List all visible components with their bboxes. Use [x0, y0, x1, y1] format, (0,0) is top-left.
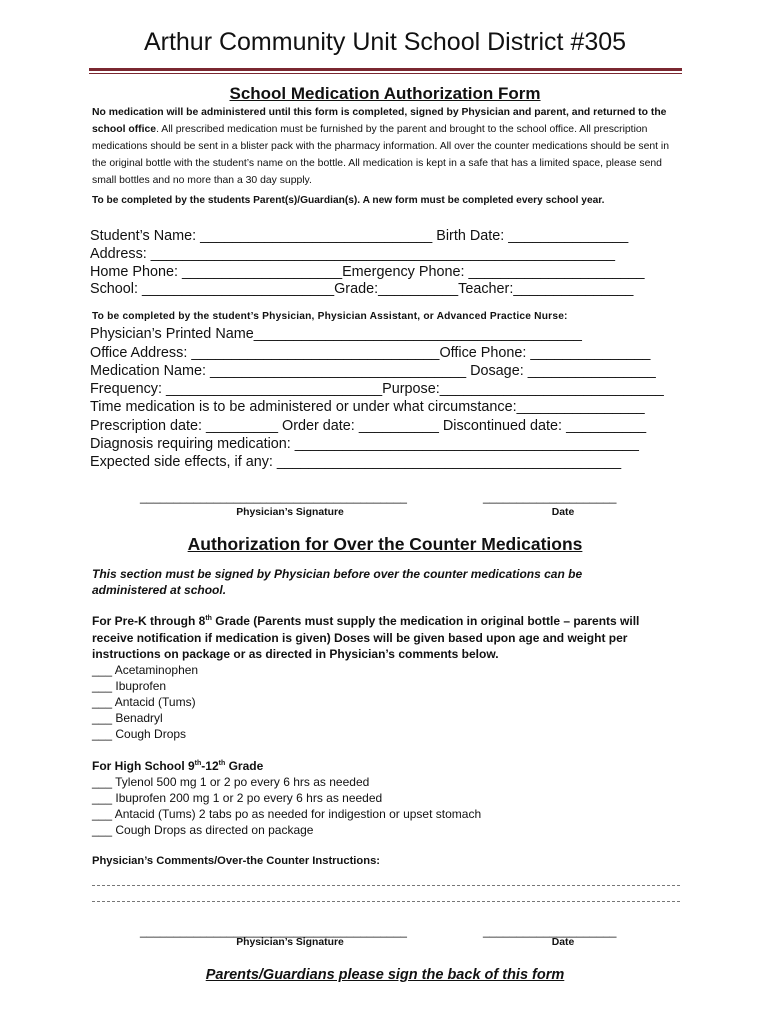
student-row — [90, 227, 628, 245]
prek-intro-a: For Pre-K through 8 — [92, 614, 206, 628]
comments-label: Physician’s Comments/Over-the Counter Instructions: — [92, 855, 381, 867]
time-row — [90, 398, 645, 416]
physician-name-row — [90, 325, 582, 343]
address-label: Address: — [90, 246, 151, 262]
side-effects-label: Expected side effects, if any: — [90, 454, 277, 470]
prek-item-ibuprofen[interactable]: ___ Ibuprofen — [92, 679, 167, 693]
date-label: Date — [551, 507, 575, 518]
physician-signature-label: Physician’s Signature — [236, 507, 344, 518]
prek-intro-line2: receive notification if medication is given) Doses will be given based upon age and weight per — [92, 631, 628, 645]
emergency-phone-field[interactable]: ______________________ — [468, 264, 645, 280]
address-row — [90, 245, 615, 263]
dosage-field[interactable]: ________________ — [527, 363, 656, 379]
grade-field[interactable]: __________ — [378, 281, 459, 297]
emergency-phone-label: Emergency Phone: — [342, 264, 469, 280]
phone-row — [90, 263, 645, 281]
birth-date-field[interactable]: _______________ — [508, 228, 629, 244]
otc-signature-label: Physician’s Signature — [236, 937, 344, 948]
form-title: School Medication Authorization Form — [229, 84, 541, 103]
time-field[interactable]: ________________ — [516, 399, 645, 415]
dates-row — [90, 417, 646, 435]
otc-note-line1: This section must be signed by Physician before over the counter medications can be — [92, 567, 583, 581]
prek-item-cough-drops[interactable]: ___ Cough Drops — [92, 727, 187, 741]
order-date-field[interactable]: __________ — [358, 418, 439, 434]
prek-intro-line3: instructions on package or as directed in Physician’s comments below. — [92, 647, 499, 661]
prek-intro-sup: th — [205, 615, 212, 622]
teacher-label: Teacher: — [458, 281, 514, 297]
purpose-field[interactable]: ____________________________ — [439, 381, 664, 397]
district-title: Arthur Community Unit School District #305 — [143, 28, 627, 56]
prek-intro-line1 — [92, 614, 639, 628]
physician-name-field[interactable]: _________________________________________ — [253, 326, 582, 342]
school-row — [90, 280, 633, 298]
prek-intro-b: Grade (Parents must supply the medication in original bottle – parents will — [211, 614, 640, 628]
prek-item-acetaminophen[interactable]: ___ Acetaminophen — [92, 663, 199, 677]
order-date-label: Order date: — [278, 418, 359, 434]
prek-item-benadryl[interactable]: ___ Benadryl — [92, 711, 163, 725]
home-phone-label: Home Phone: — [90, 264, 182, 280]
hs-heading-sup1: th — [194, 760, 202, 767]
frequency-row — [90, 380, 664, 398]
otc-note-line2: administered at school. — [92, 583, 227, 597]
hs-item-cough-drops[interactable]: ___ Cough Drops as directed on package — [92, 823, 314, 837]
physician-instruction: To be completed by the student’s Physician, Physician Assistant, or Advanced Practice Nurse: — [92, 311, 568, 322]
medication-name-label: Medication Name: — [90, 363, 210, 379]
student-name-label: Student’s Name: — [90, 228, 201, 244]
grade-label: Grade: — [334, 281, 379, 297]
physician-signature-line[interactable]: ________________________________________ — [140, 490, 407, 504]
diagnosis-field[interactable]: ___________________________________________ — [294, 436, 639, 452]
diagnosis-label: Diagnosis requiring medication: — [90, 436, 295, 452]
intro-paragraph — [92, 104, 682, 189]
office-phone-field[interactable]: _______________ — [530, 345, 651, 361]
hs-heading-sup2: th — [218, 760, 226, 767]
hs-heading — [92, 759, 263, 773]
school-label: School: — [90, 281, 142, 297]
comments-line-2[interactable] — [92, 901, 680, 902]
medication-name-field[interactable]: ________________________________ — [209, 363, 467, 379]
office-phone-label: Office Phone: — [439, 345, 531, 361]
address-field[interactable]: __________________________________________________________ — [150, 246, 615, 262]
teacher-field[interactable]: _______________ — [513, 281, 634, 297]
prescription-date-label: Prescription date: — [90, 418, 206, 434]
office-address-field[interactable]: _______________________________ — [191, 345, 440, 361]
side-effects-row — [90, 453, 621, 471]
school-field[interactable]: ________________________ — [142, 281, 335, 297]
otc-date-line[interactable]: ____________________ — [483, 924, 617, 938]
hs-heading-b: -12 — [201, 759, 219, 773]
otc-title: Authorization for Over the Counter Medications — [187, 534, 583, 554]
hs-item-ibuprofen[interactable]: ___ Ibuprofen 200 mg 1 or 2 po every 6 hrs as needed — [92, 791, 383, 805]
header-rule-thin — [89, 73, 682, 74]
hs-item-antacid[interactable]: ___ Antacid (Tums) 2 tabs po as needed for indigestion or upset stomach — [92, 807, 482, 821]
dosage-label: Dosage: — [466, 363, 528, 379]
intro-bold: No medication will be administered until this form is completed, signed by Physician and parent, and returned to the school office — [92, 107, 667, 135]
discontinued-date-field[interactable]: __________ — [566, 418, 647, 434]
prek-item-antacid[interactable]: ___ Antacid (Tums) — [92, 695, 196, 709]
frequency-field[interactable]: ___________________________ — [166, 381, 383, 397]
birth-date-label: Birth Date: — [432, 228, 509, 244]
header-rule — [89, 68, 682, 71]
discontinued-date-label: Discontinued date: — [438, 418, 567, 434]
frequency-label: Frequency: — [90, 381, 166, 397]
purpose-label: Purpose: — [382, 381, 440, 397]
office-row — [90, 344, 650, 362]
medication-row — [90, 362, 656, 380]
intro-body: . All prescribed medication must be furnished by the parent and brought to the school office. All prescription medications should be sent in a blister pack with the pharmacy information. All over the counter medications should be sent in the original bottle with the student’s name on the bottle. All medication is kept in a safe that has a limited space, please send small bottles and no more than a 30 day supply. — [92, 124, 669, 186]
hs-item-tylenol[interactable]: ___ Tylenol 500 mg 1 or 2 po every 6 hrs as needed — [92, 775, 370, 789]
hs-heading-c: Grade — [225, 759, 264, 773]
physician-name-label: Physician’s Printed Name — [90, 326, 254, 342]
home-phone-field[interactable]: ____________________ — [182, 264, 343, 280]
prescription-date-field[interactable]: _________ — [205, 418, 279, 434]
side-effects-field[interactable]: ___________________________________________ — [276, 454, 622, 470]
hs-heading-a: For High School 9 — [92, 759, 195, 773]
parent-instruction: To be completed by the students Parent(s)/Guardian(s). A new form must be completed every school year. — [92, 195, 605, 206]
comments-line-1[interactable] — [92, 885, 680, 886]
otc-signature-line[interactable]: ________________________________________ — [140, 924, 407, 938]
footer-note: Parents/Guardians please sign the back of this form — [205, 967, 565, 983]
otc-date-label: Date — [551, 937, 575, 948]
diagnosis-row — [90, 435, 639, 453]
date-line[interactable]: ____________________ — [483, 490, 617, 504]
student-name-field[interactable]: _____________________________ — [200, 228, 433, 244]
time-label: Time medication is to be administered or under what circumstance: — [90, 399, 517, 415]
office-address-label: Office Address: — [90, 345, 192, 361]
